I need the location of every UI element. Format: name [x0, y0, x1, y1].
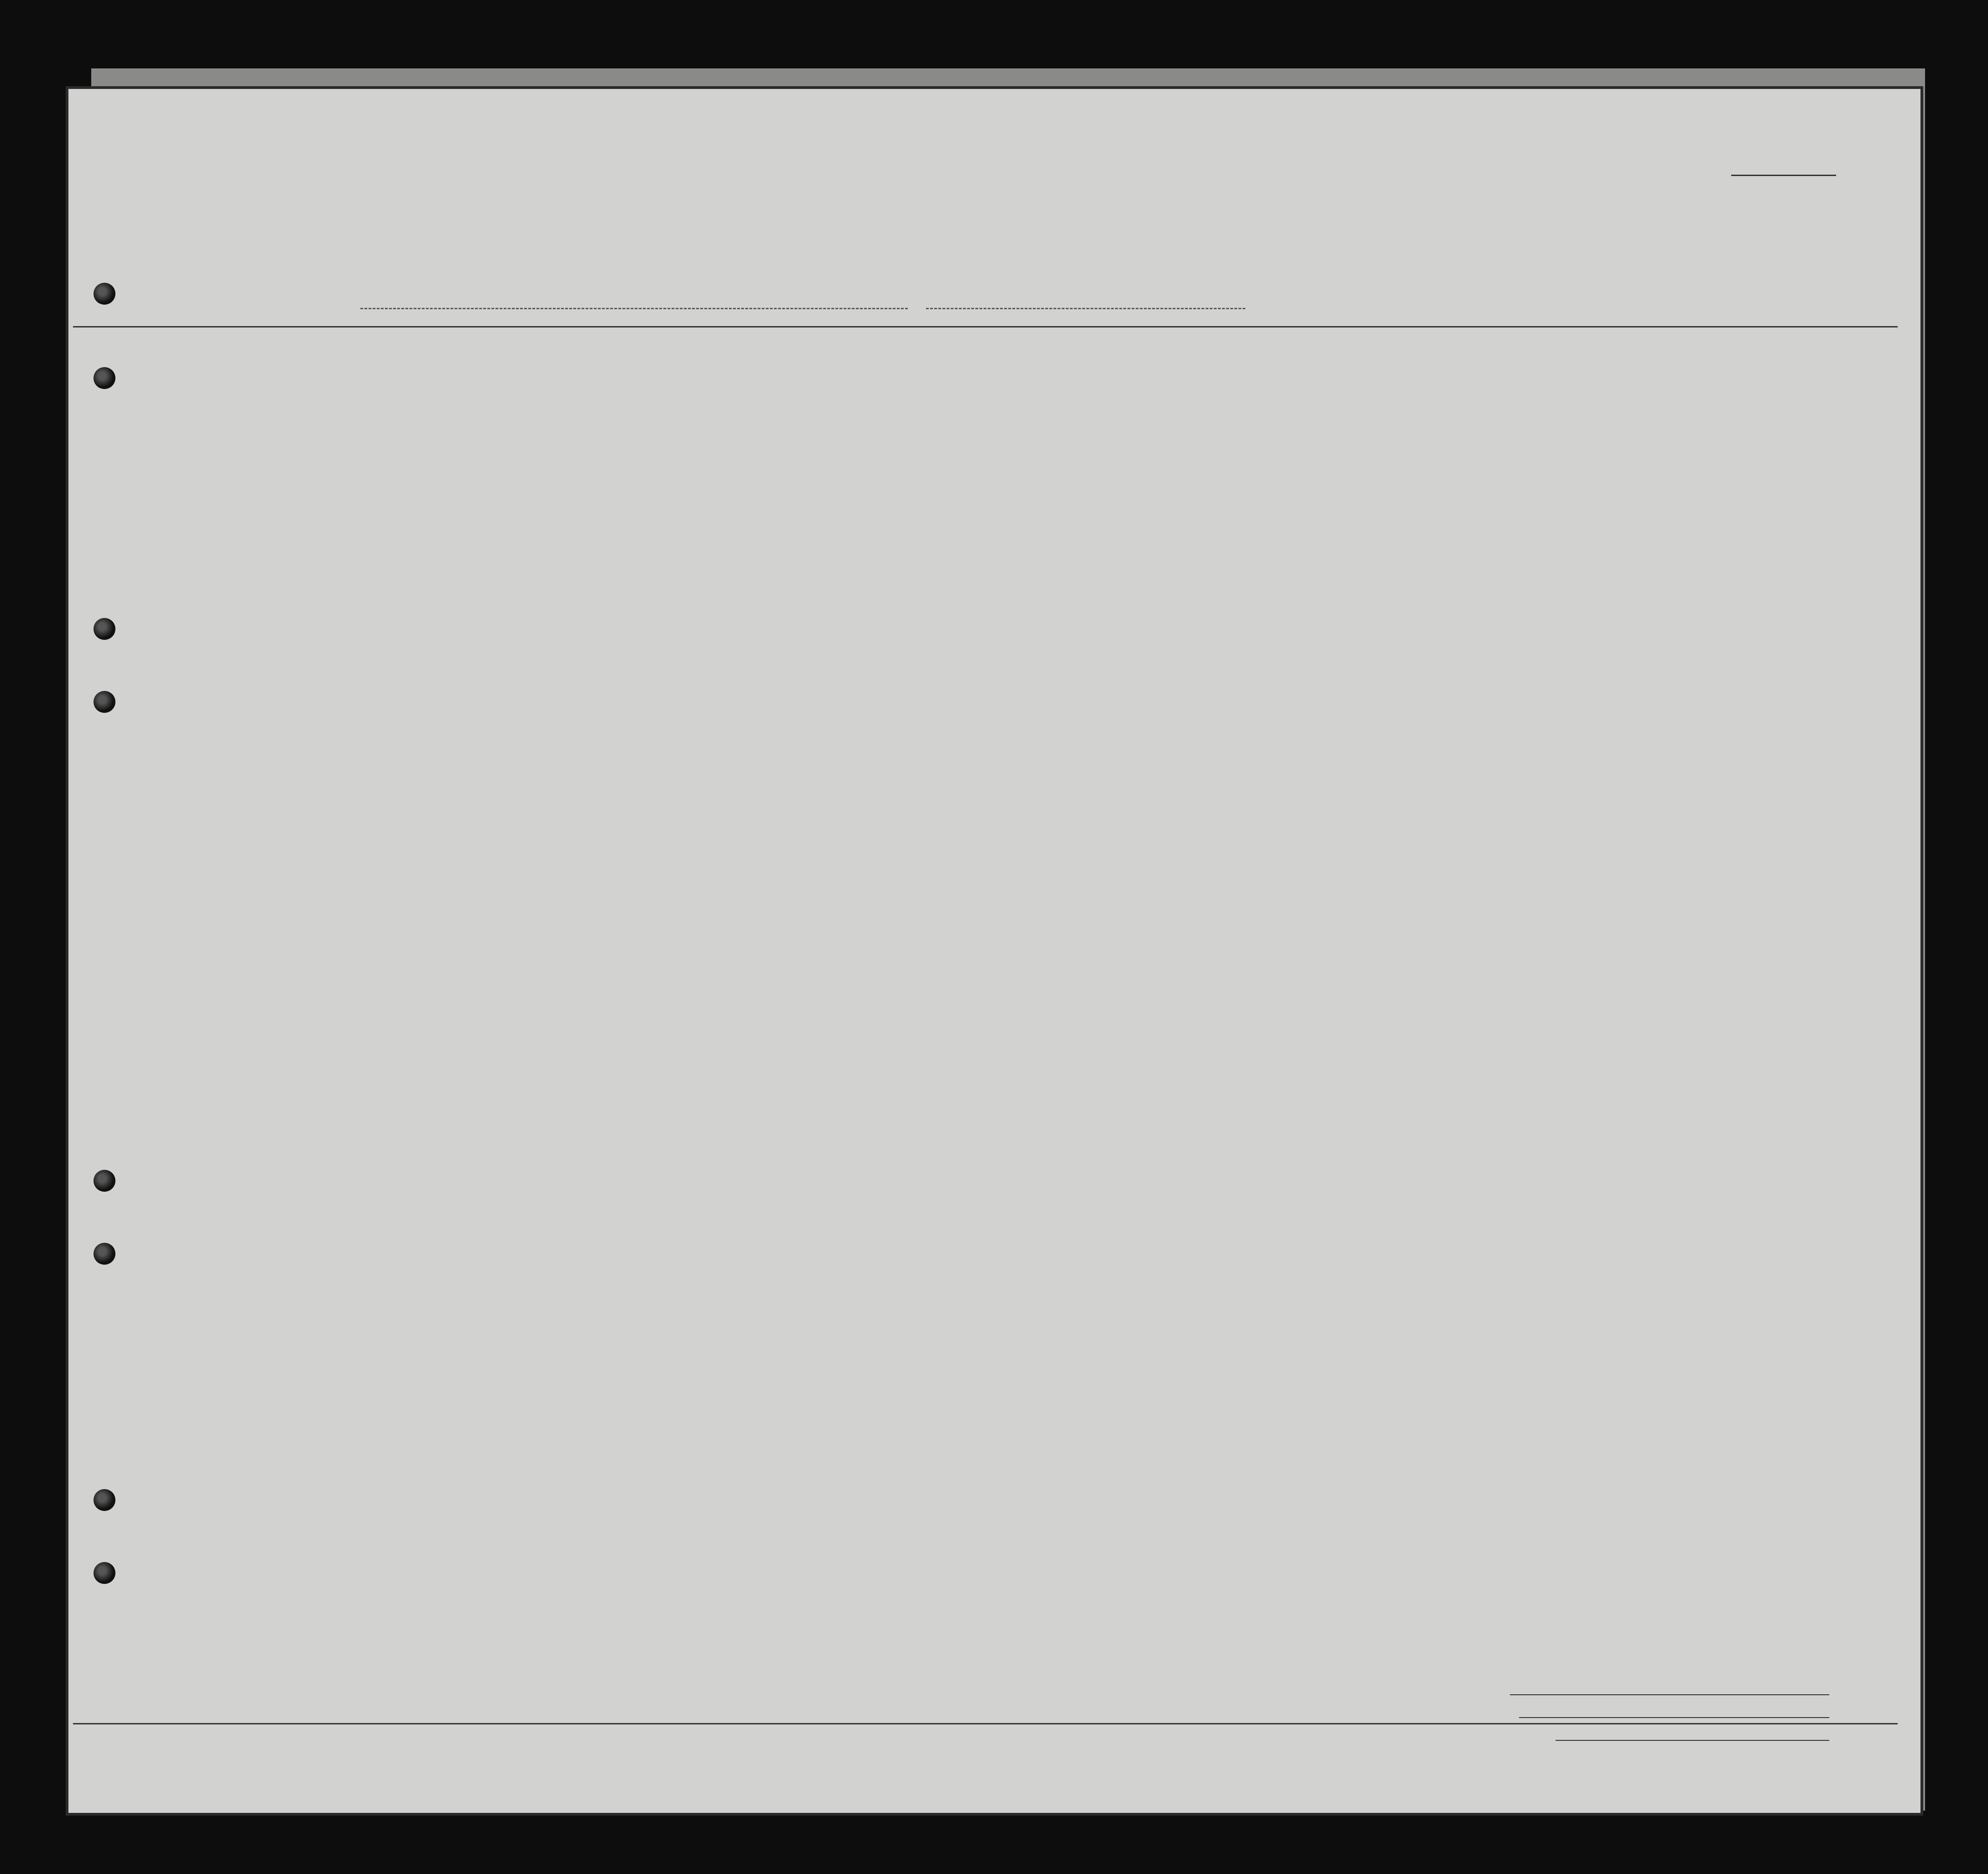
line-field [1510, 1694, 1829, 1695]
owners-field [1519, 1717, 1829, 1718]
binder-hole [94, 283, 115, 305]
date-line [926, 308, 1245, 309]
list-underline [1731, 175, 1836, 176]
manifest-sheet [68, 89, 1920, 1813]
manifest-table [73, 326, 1898, 1724]
port-line [360, 308, 908, 309]
agents-field [1556, 1740, 1829, 1741]
